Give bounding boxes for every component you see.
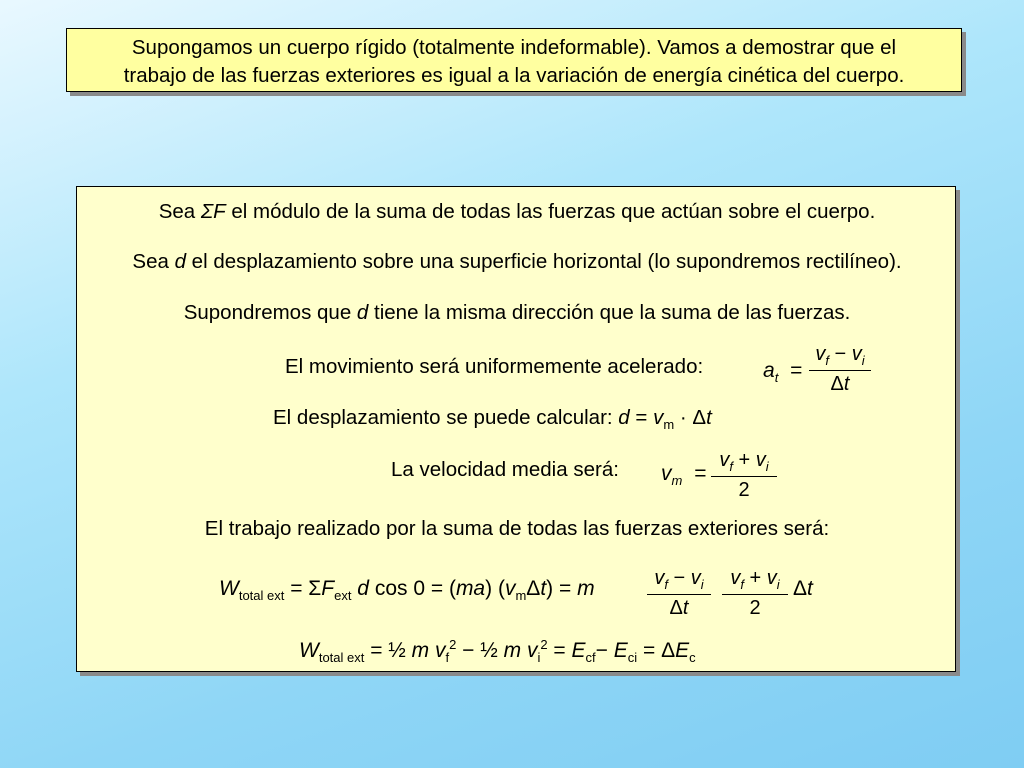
work-equation-2: $W_{total ext}$ = ½ m $v_f^2$ − ½ m $v_i^2 = E_{cf}- E_{ci} = \Delta E_c$ [299,637,696,666]
vm-lhs: $v_m$ = [661,462,707,489]
displacement-line: Sea d el desplazamiento sobre una superficie horizontal (lo supondremos rectilíneo). [132,250,902,273]
accelerated-line: El movimiento será uniformemente acelerado: [285,355,704,378]
vm-numerator: $v_f + v_i$ [719,449,769,474]
d-symbol-2: d [356,301,369,324]
work-fraction-2-denominator: 2 [749,597,761,619]
work-line: El trabajo realizado por la suma de todas las fuerzas exteriores será: [204,517,830,540]
work-fraction-1 [647,567,711,620]
work-fraction-1-numerator: $v_f - v_i$ [654,567,704,592]
at-fraction [809,343,871,396]
work-fraction-2 [722,567,788,620]
intro-line-1: Supongamos un cuerpo rígido (totalmente indeformable). Vamos a demostrar que el [131,36,897,59]
at-numerator: $v_f - v_i$ [815,343,865,368]
direction-line: Supondremos que d tiene la misma dirección que la suma de las fuerzas. [183,301,851,324]
sum-F-symbol: ΣF [200,200,226,223]
work-fraction-2-numerator: $v_f + v_i$ [730,567,780,592]
fraction-bar [809,370,871,371]
work-equation-1-tail: Δt [793,577,813,600]
intro-line-2: trabajo de las fuerzas exteriores es igual a la variación de energía cinética del cuerpo. [123,64,905,87]
work-fraction-1-denominator: Δt [669,597,689,619]
displacement-calc-line: El desplazamiento se puede calcular: $d = v_m \cdot \Delta t$ [273,406,712,433]
fraction-bar [722,594,788,595]
work-equation-1: $W_{total ext} = \Sigma F_{ext}$ d cos 0 = (ma) $(v_m\Delta t) = m$ [219,577,595,604]
fraction-bar [711,476,777,477]
main-box [76,186,956,672]
sum-forces-line: Sea ΣF el módulo de la suma de todas las fuerzas que actúan sobre el cuerpo. [158,200,876,223]
at-lhs: $a_t$ = [763,359,803,386]
at-denominator: Δt [830,373,850,395]
vm-fraction [711,449,777,502]
d-symbol: d [174,250,186,273]
fraction-bar [647,594,711,595]
vm-denominator: 2 [738,479,750,501]
mean-velocity-line: La velocidad media será: [391,458,619,481]
intro-box [66,28,962,92]
